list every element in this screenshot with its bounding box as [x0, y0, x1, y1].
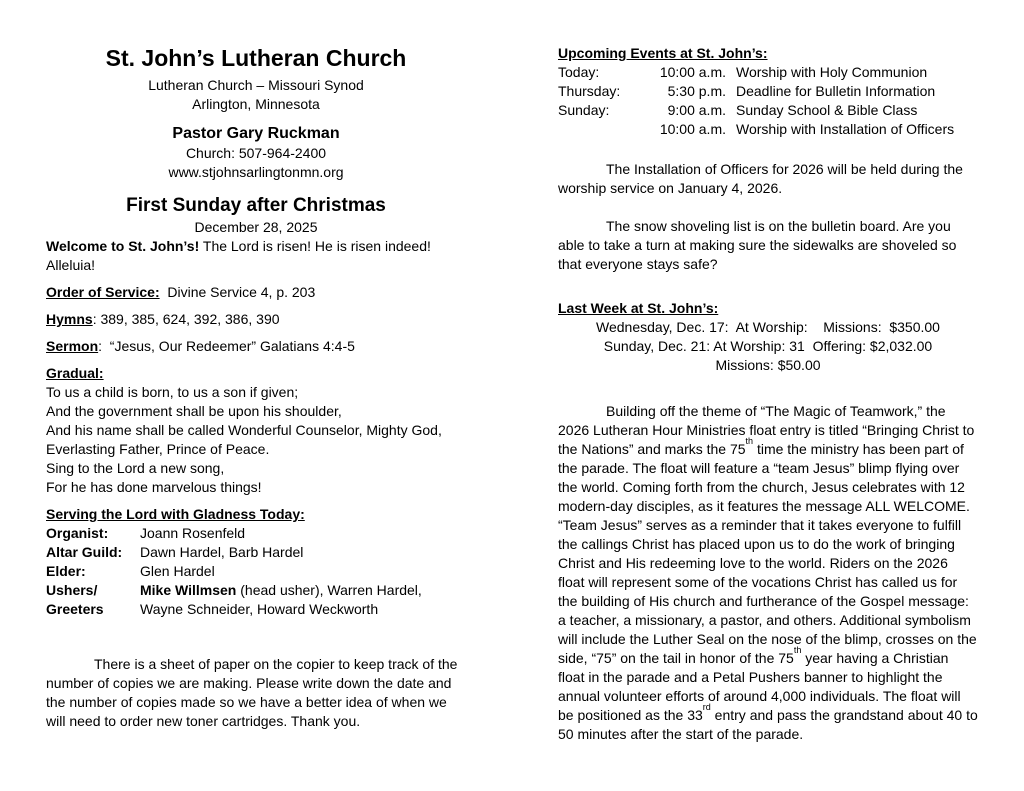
- serving-name-rest: (head usher), Warren Hardel,: [236, 582, 422, 598]
- gradual-line: To us a child is born, to us a son if given;: [46, 384, 299, 400]
- order-value: Divine Service 4, p. 203: [159, 284, 316, 300]
- gradual-line: And the government shall be upon his shoulder,: [46, 403, 342, 419]
- serving-role: Greeters: [46, 601, 104, 617]
- service-block: [46, 194, 466, 237]
- left-column: [46, 44, 466, 731]
- pastor-name: Pastor Gary Ruckman: [172, 125, 340, 142]
- hymns: [46, 310, 466, 329]
- gradual-line: For he has done marvelous things!: [46, 479, 262, 495]
- gradual-section: [46, 364, 466, 497]
- installation-note: The Installation of Officers for 2026 will be held during the worship service on January 4, 2026.: [558, 161, 963, 196]
- event-day: Today:: [558, 64, 600, 80]
- order-of-service: [46, 283, 466, 302]
- church-phone: Church: 507-964-2400: [185, 145, 327, 161]
- serving-name: Joann Rosenfeld: [140, 525, 246, 541]
- serving-name: Wayne Schneider, Howard Weckworth: [140, 601, 379, 617]
- gradual-line: And his name shall be called Wonderful Counselor, Mighty God,: [46, 422, 442, 438]
- float-article: [558, 402, 978, 744]
- float-part1: Building off the theme of “The Magic of Teamwork,” the 2026 Lutheran Hour Ministries float entry is titled “Bringing Christ to the Nations” and marks the 75: [558, 403, 975, 457]
- head-usher-name: Mike Willmsen: [140, 582, 237, 598]
- event-day: Sunday:: [558, 102, 610, 118]
- float-part2: time the ministry has been part of the parade. The float will feature a “team Jesus” blimp flying over the world. Coming forth from the church, Jesus celebrates with 12 modern-day disciples, as it features the message ALL WELCOME. “Team Jesus” serves as a reminder that it takes everyone to fulfill the callings Christ has placed upon us to do the work of bringing Christ and His redeeming love to the world. Riders on the 2026 float will represent some of the vocations Christ has called us for the building of His church and furtherance of the Gospel message: a teacher, a missionary, a pastor, and others. Additional symbolism will include the Luther Seal on the nose of the blimp, crosses on the side, “75” on the tail in honor of the 75: [558, 441, 977, 666]
- float-part4: entry and pass the grandstand about 40 to 50 minutes after the start of the parade.: [558, 707, 978, 742]
- ordinal-sup: rd: [702, 702, 711, 713]
- synod-line: Lutheran Church – Missouri Synod: [148, 77, 364, 93]
- event-day: [558, 120, 650, 139]
- upcoming-events-table: [558, 63, 978, 139]
- serving-role: Altar Guild:: [46, 544, 123, 560]
- website: www.stjohnsarlingtonmn.org: [168, 164, 344, 180]
- sermon-label: Sermon: [46, 338, 99, 354]
- event-desc: Deadline for Bulletin Information: [736, 83, 936, 99]
- hymns-label: Hymns: [46, 311, 93, 327]
- service-title: First Sunday after Christmas: [126, 195, 386, 216]
- hymns-value: : 389, 385, 624, 392, 386, 390: [92, 311, 280, 327]
- service-date: December 28, 2025: [194, 219, 318, 235]
- serving-role: Organist:: [46, 525, 109, 541]
- serving-role: Elder:: [46, 563, 86, 579]
- event-time: 9:00 a.m.: [667, 102, 726, 118]
- serving-name: Glen Hardel: [140, 563, 215, 579]
- pastor-block: [46, 124, 466, 182]
- event-time: 10:00 a.m.: [659, 64, 726, 80]
- event-desc: Worship with Installation of Officers: [736, 121, 955, 137]
- sermon: [46, 337, 466, 356]
- masthead: [46, 44, 466, 237]
- event-desc: Sunday School & Bible Class: [736, 102, 918, 118]
- serving-name: Dawn Hardel, Barb Hardel: [140, 544, 304, 560]
- serving-name: [140, 581, 466, 600]
- event-time: 10:00 a.m.: [659, 121, 726, 137]
- serving-role: Ushers/: [46, 582, 98, 598]
- event-day: Thursday:: [558, 83, 621, 99]
- church-name: St. John’s Lutheran Church: [105, 45, 407, 71]
- event-desc: Worship with Holy Communion: [736, 64, 928, 80]
- lastweek-stats: [558, 318, 978, 375]
- right-column: [558, 44, 978, 744]
- lastweek-line: Sunday, Dec. 21: At Worship: 31 Offering: $2,032.00: [603, 338, 933, 354]
- copier-note: There is a sheet of paper on the copier to keep track of the number of copies we are making. Please write down the date and the number of copies made so we have a better idea of when we will need to order new toner cartridges. Thank you.: [46, 656, 458, 729]
- sermon-value: : “Jesus, Our Redeemer” Galatians 4:4-5: [98, 338, 355, 354]
- lastweek-line: Missions: $50.00: [715, 357, 821, 373]
- float-part3: year having a Christian float in the parade and a Petal Pushers banner to highlight the annual volunteer efforts of around 4,000 individuals. The float will be positioned as the 33: [558, 650, 961, 723]
- gradual-heading: Gradual:: [46, 365, 104, 381]
- snow-note: The snow shoveling list is on the bulletin board. Are you able to take a turn at making sure the sidewalks are shoveled so that everyone stays safe?: [558, 218, 957, 272]
- gradual-line: Sing to the Lord a new song,: [46, 460, 225, 476]
- lastweek-heading: Last Week at St. John’s:: [558, 300, 719, 316]
- city-line: Arlington, Minnesota: [192, 96, 320, 112]
- gradual-line: Everlasting Father, Prince of Peace.: [46, 441, 270, 457]
- ordinal-sup: th: [793, 645, 802, 656]
- welcome-lead: Welcome to St. John’s!: [46, 238, 200, 254]
- welcome-rest: The Lord is risen! He is risen indeed! Alleluia!: [46, 238, 435, 273]
- lastweek-section: [558, 299, 978, 318]
- upcoming-heading: Upcoming Events at St. John’s:: [558, 45, 768, 61]
- welcome-text: [46, 237, 466, 275]
- serving-table: [46, 524, 466, 619]
- serving-section: [46, 505, 466, 619]
- event-time: 5:30 p.m.: [667, 83, 726, 99]
- serving-heading: Serving the Lord with Gladness Today:: [46, 506, 305, 522]
- order-label: Order of Service:: [46, 284, 160, 300]
- ordinal-sup: th: [745, 436, 754, 447]
- lastweek-line: Wednesday, Dec. 17: At Worship: Missions: $350.00: [596, 319, 940, 335]
